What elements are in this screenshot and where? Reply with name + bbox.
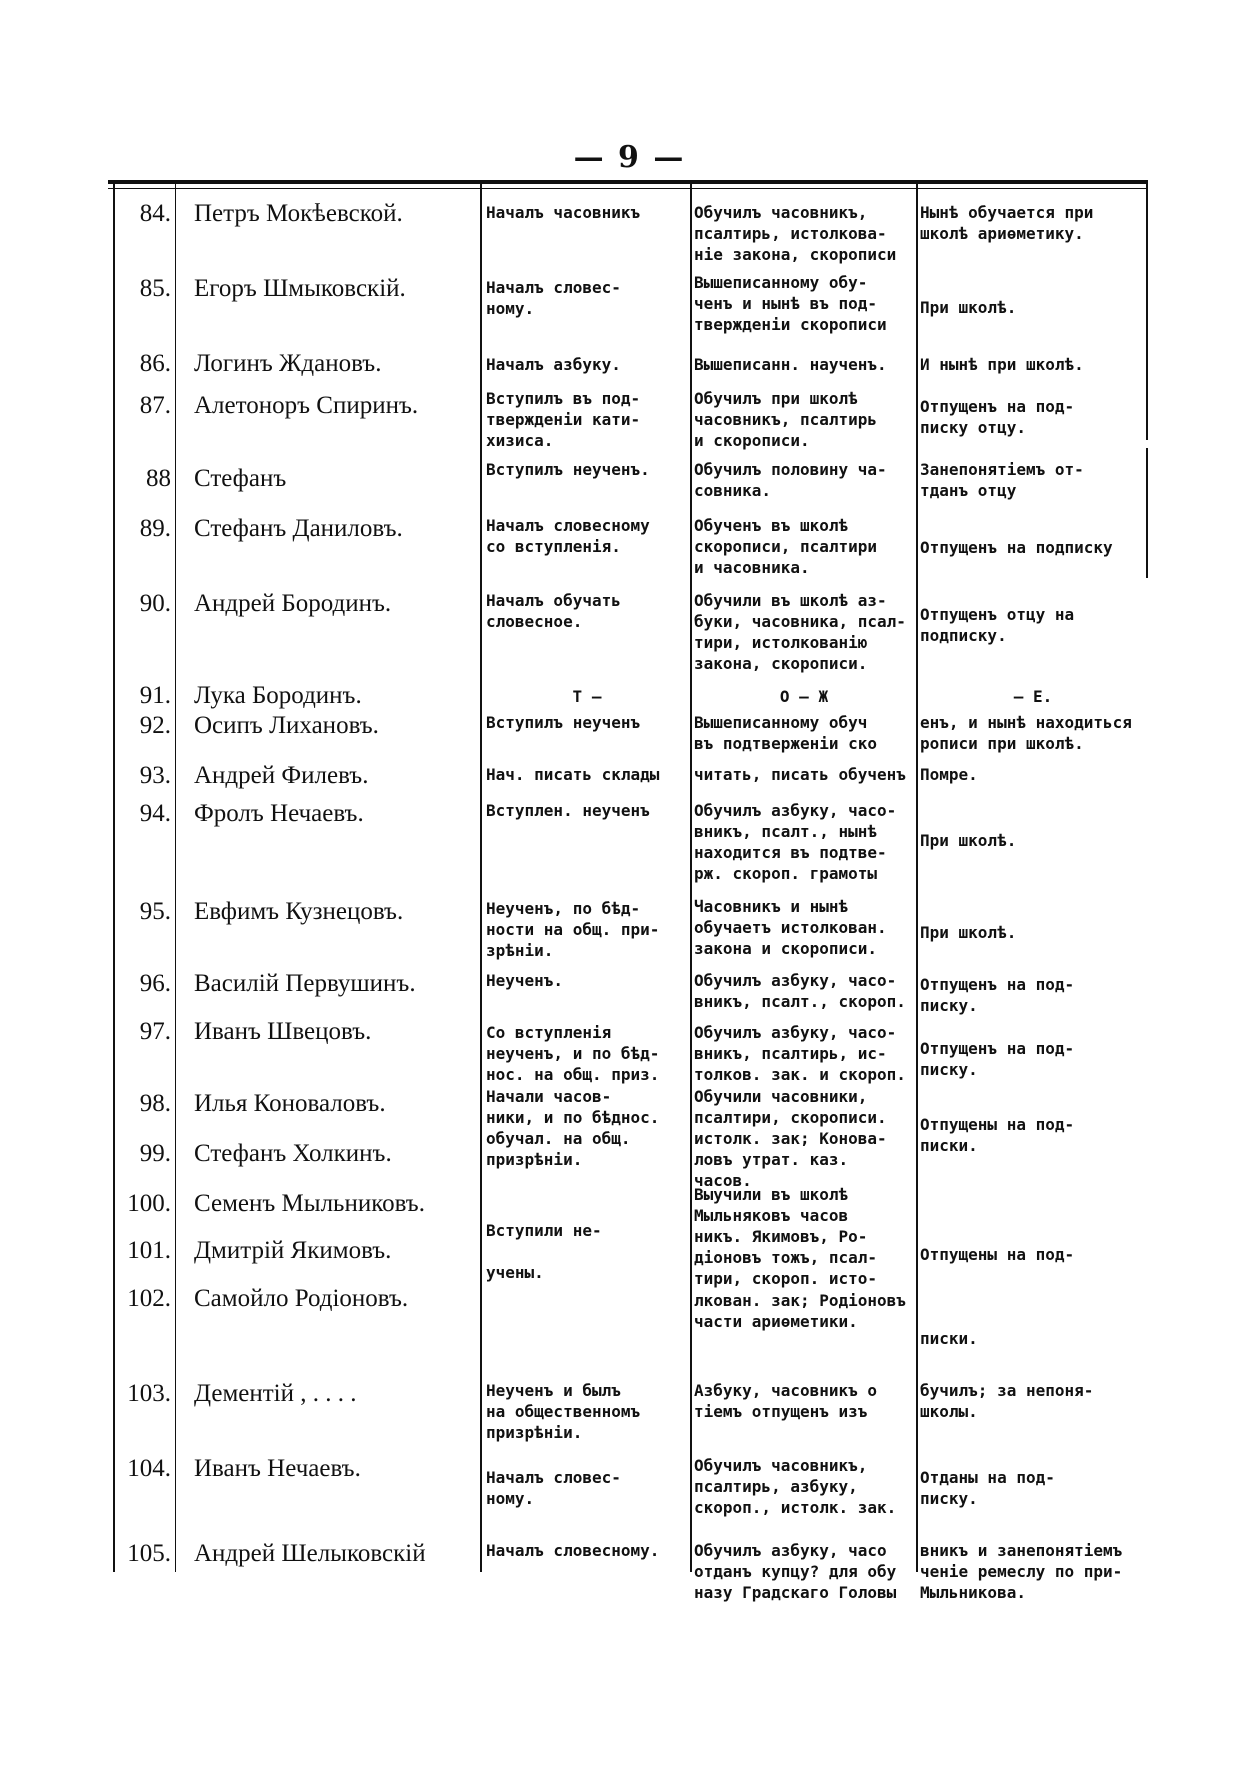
row-number: 103. — [127, 1380, 171, 1407]
student-name: Стефанъ Холкинъ. — [194, 1140, 392, 1167]
outcome: Помре. — [920, 765, 978, 784]
progress: О — Ж — [779, 687, 829, 706]
row-number: 105. — [127, 1540, 171, 1567]
row-number: 99. — [139, 1140, 171, 1167]
column-divider-initial — [690, 182, 692, 1572]
outcome: бучилъ; за непоня- школы. — [920, 1381, 1094, 1422]
progress: Обучилъ половину ча- совника. — [694, 460, 887, 501]
row-number: 90. — [139, 590, 171, 617]
student-name: Иванъ Швецовъ. — [194, 1018, 372, 1045]
student-name: Петръ Мокѣевской. — [194, 200, 403, 227]
student-name: Дмитрiй Якимовъ. — [194, 1237, 392, 1264]
row-number: 94. — [139, 800, 171, 827]
progress: Азбуку, часовникъ о тiемъ отпущенъ изъ — [694, 1381, 878, 1422]
student-name: Егоръ Шмыковскiй. — [194, 275, 406, 302]
column-divider-progress — [916, 182, 918, 1572]
student-name: Самойло Родiоновъ. — [194, 1285, 409, 1312]
progress: Обучили въ школѣ аз- буки, часовника, псал- тири, истолкованiю закона, скорописи. — [694, 591, 906, 674]
initial-state: Началъ словесному со вступленiя. — [486, 516, 650, 557]
outcome: Отпущенъ отцу на подписку. — [920, 605, 1075, 646]
student-name: Семенъ Мыльниковъ. — [194, 1190, 425, 1217]
student-name: Андрей Шелыковскiй — [194, 1540, 426, 1567]
initial-state: Со вступленiя неученъ, и по бѣд- нос. на общ. приз. — [486, 1023, 660, 1085]
outcome: Отданы на под- писку. — [920, 1468, 1055, 1509]
initial-state: Вступили не- учены. — [486, 1221, 602, 1283]
row-number: 85. — [139, 275, 171, 302]
initial-state: Вступилъ неученъ — [486, 713, 641, 732]
row-number: 92. — [139, 712, 171, 739]
row-number: 96. — [139, 970, 171, 997]
initial-state: Начали часов- ники, и по бѣднос. обучал. на общ. призрѣнiи. — [486, 1087, 660, 1170]
progress: Обучилъ азбуку, часо отданъ купцу? для обу назу Градскаго Головы — [694, 1541, 897, 1603]
row-number: 84. — [139, 200, 171, 227]
initial-state: Началъ словес- ному. — [486, 278, 621, 319]
outcome: енъ, и нынѣ находиться рописи при школѣ. — [920, 713, 1132, 754]
progress: Выучили въ школѣ Мыльняковъ часов никъ. Якимовъ, Ро- дiоновъ тожъ, псал- тири, скороп. исто- лкован. зак; Родiоновъ части ариѳметики. — [694, 1185, 906, 1331]
initial-state: Началъ обучать словесное. — [486, 591, 621, 632]
outcome: Отпущенъ на под- писку. — [920, 975, 1075, 1016]
row-number: 88 — [146, 465, 171, 492]
outcome: При школѣ. — [920, 923, 1017, 942]
page-number: — 9 — — [573, 140, 686, 175]
row-number: 104. — [127, 1455, 171, 1482]
outcome: Занепонятiемъ от- тданъ отцу — [920, 460, 1084, 501]
student-name: Осипъ Лихановъ. — [194, 712, 379, 739]
row-number: 100. — [127, 1190, 171, 1217]
progress: Вышеписанн. наученъ. — [694, 355, 887, 374]
progress: Обучилъ азбуку, часо- вникъ, псалтирь, ис- толков. зак. и скороп. — [694, 1023, 906, 1085]
progress: Обучилъ при школѣ часовникъ, псалтирь и скорописи. — [694, 389, 878, 451]
column-divider-name — [480, 182, 482, 1572]
initial-state: Неученъ и былъ на общественномъ призрѣнiи. — [486, 1381, 641, 1443]
outcome: Отпущены на под- писки. — [920, 1245, 1075, 1349]
initial-state: Началъ азбуку. — [486, 355, 621, 374]
table-top-rule-thin — [108, 188, 1148, 189]
student-name: Евфимъ Кузнецовъ. — [194, 898, 404, 925]
initial-state: Вступилъ въ под- твержденiи кати- хизиса. — [486, 389, 641, 451]
initial-state: Неученъ, по бѣд- ности на общ. при- зрѣнiи. — [486, 899, 660, 961]
student-name: Василiй Первушинъ. — [194, 970, 416, 997]
row-number: 95. — [139, 898, 171, 925]
row-number: 87. — [139, 392, 171, 419]
student-name: Андрей Филевъ. — [194, 762, 369, 789]
progress: Вышеписанному обу- ченъ и нынѣ въ под- твержденiи скорописи — [694, 273, 887, 335]
initial-state: Неученъ. — [486, 971, 564, 990]
student-name: Дементiй , . . . . — [194, 1380, 357, 1407]
row-number: 98. — [139, 1090, 171, 1117]
row-number: 91. — [139, 682, 171, 709]
table-right-border-top — [1146, 182, 1148, 440]
row-number: 97. — [139, 1018, 171, 1045]
row-number: 89. — [139, 515, 171, 542]
progress: читать, писать обученъ — [694, 765, 906, 784]
student-name: Алетоноръ Спиринъ. — [194, 392, 419, 419]
outcome: Нынѣ обучается при школѣ ариѳметику. — [920, 203, 1094, 244]
initial-state: Началъ словесному. — [486, 1541, 660, 1560]
outcome: Отпущены на под- писки. — [920, 1115, 1075, 1156]
initial-state: Вступлен. неученъ — [486, 801, 650, 820]
progress: Обучилъ азбуку, часо- вникъ, псалт., скороп. — [694, 971, 906, 1012]
progress: Часовникъ и нынѣ обучаетъ истолкован. закона и скорописи. — [694, 897, 887, 959]
table-right-border-mid — [1146, 448, 1148, 578]
initial-state: Т — — [572, 687, 602, 706]
initial-state: Началъ часовникъ — [486, 203, 641, 222]
student-name: Стефанъ Даниловъ. — [194, 515, 403, 542]
initial-state: Вступилъ неученъ. — [486, 460, 650, 479]
initial-state: Нач. писать склады — [486, 765, 660, 784]
outcome: Отпущенъ на подписку — [920, 538, 1113, 557]
progress: Обученъ въ школѣ скорописи, псалтири и часовника. — [694, 516, 878, 578]
outcome: Отпущенъ на под- писку. — [920, 1039, 1075, 1080]
row-number: 101. — [127, 1237, 171, 1264]
outcome: При школѣ. — [920, 298, 1017, 317]
student-name: Лука Бородинъ. — [194, 682, 362, 709]
progress: Обучилъ азбуку, часо- вникъ, псалт., нынѣ находится въ подтве- рж. скороп. грамоты — [694, 801, 897, 884]
row-number: 86. — [139, 350, 171, 377]
progress: Обучилъ часовникъ, псалтирь, азбуку, скороп., истолк. зак. — [694, 1456, 897, 1518]
row-number: 93. — [139, 762, 171, 789]
column-divider-number — [175, 182, 176, 1572]
row-number: 102. — [127, 1285, 171, 1312]
outcome: При школѣ. — [920, 831, 1017, 850]
student-name: Илья Коноваловъ. — [194, 1090, 386, 1117]
student-name: Фролъ Нечаевъ. — [194, 800, 364, 827]
student-name: Андрей Бородинъ. — [194, 590, 392, 617]
student-name: Иванъ Нечаевъ. — [194, 1455, 361, 1482]
progress: Обучилъ часовникъ, псалтирь, истолкова- нiе закона, скорописи — [694, 203, 897, 265]
progress: Обучили часовники, псалтири, скорописи. истолк. зак; Конова- ловъ утрат. каз. часов. — [694, 1087, 887, 1191]
student-name: Логинъ Ждановъ. — [194, 350, 382, 377]
student-name: Стефанъ — [194, 465, 287, 492]
outcome: Отпущенъ на под- писку отцу. — [920, 397, 1075, 438]
outcome: — Е. — [1013, 687, 1053, 706]
outcome: И нынѣ при школѣ. — [920, 355, 1084, 374]
progress: Вышеписанному обуч въ подтверженiи ско — [694, 713, 878, 754]
table-left-border — [113, 182, 115, 1572]
outcome: вникъ и занепонятiемъ ченiе ремеслу по при- Мыльникова. — [920, 1541, 1123, 1603]
table-top-rule — [108, 180, 1148, 184]
initial-state: Началъ словес- ному. — [486, 1468, 621, 1509]
